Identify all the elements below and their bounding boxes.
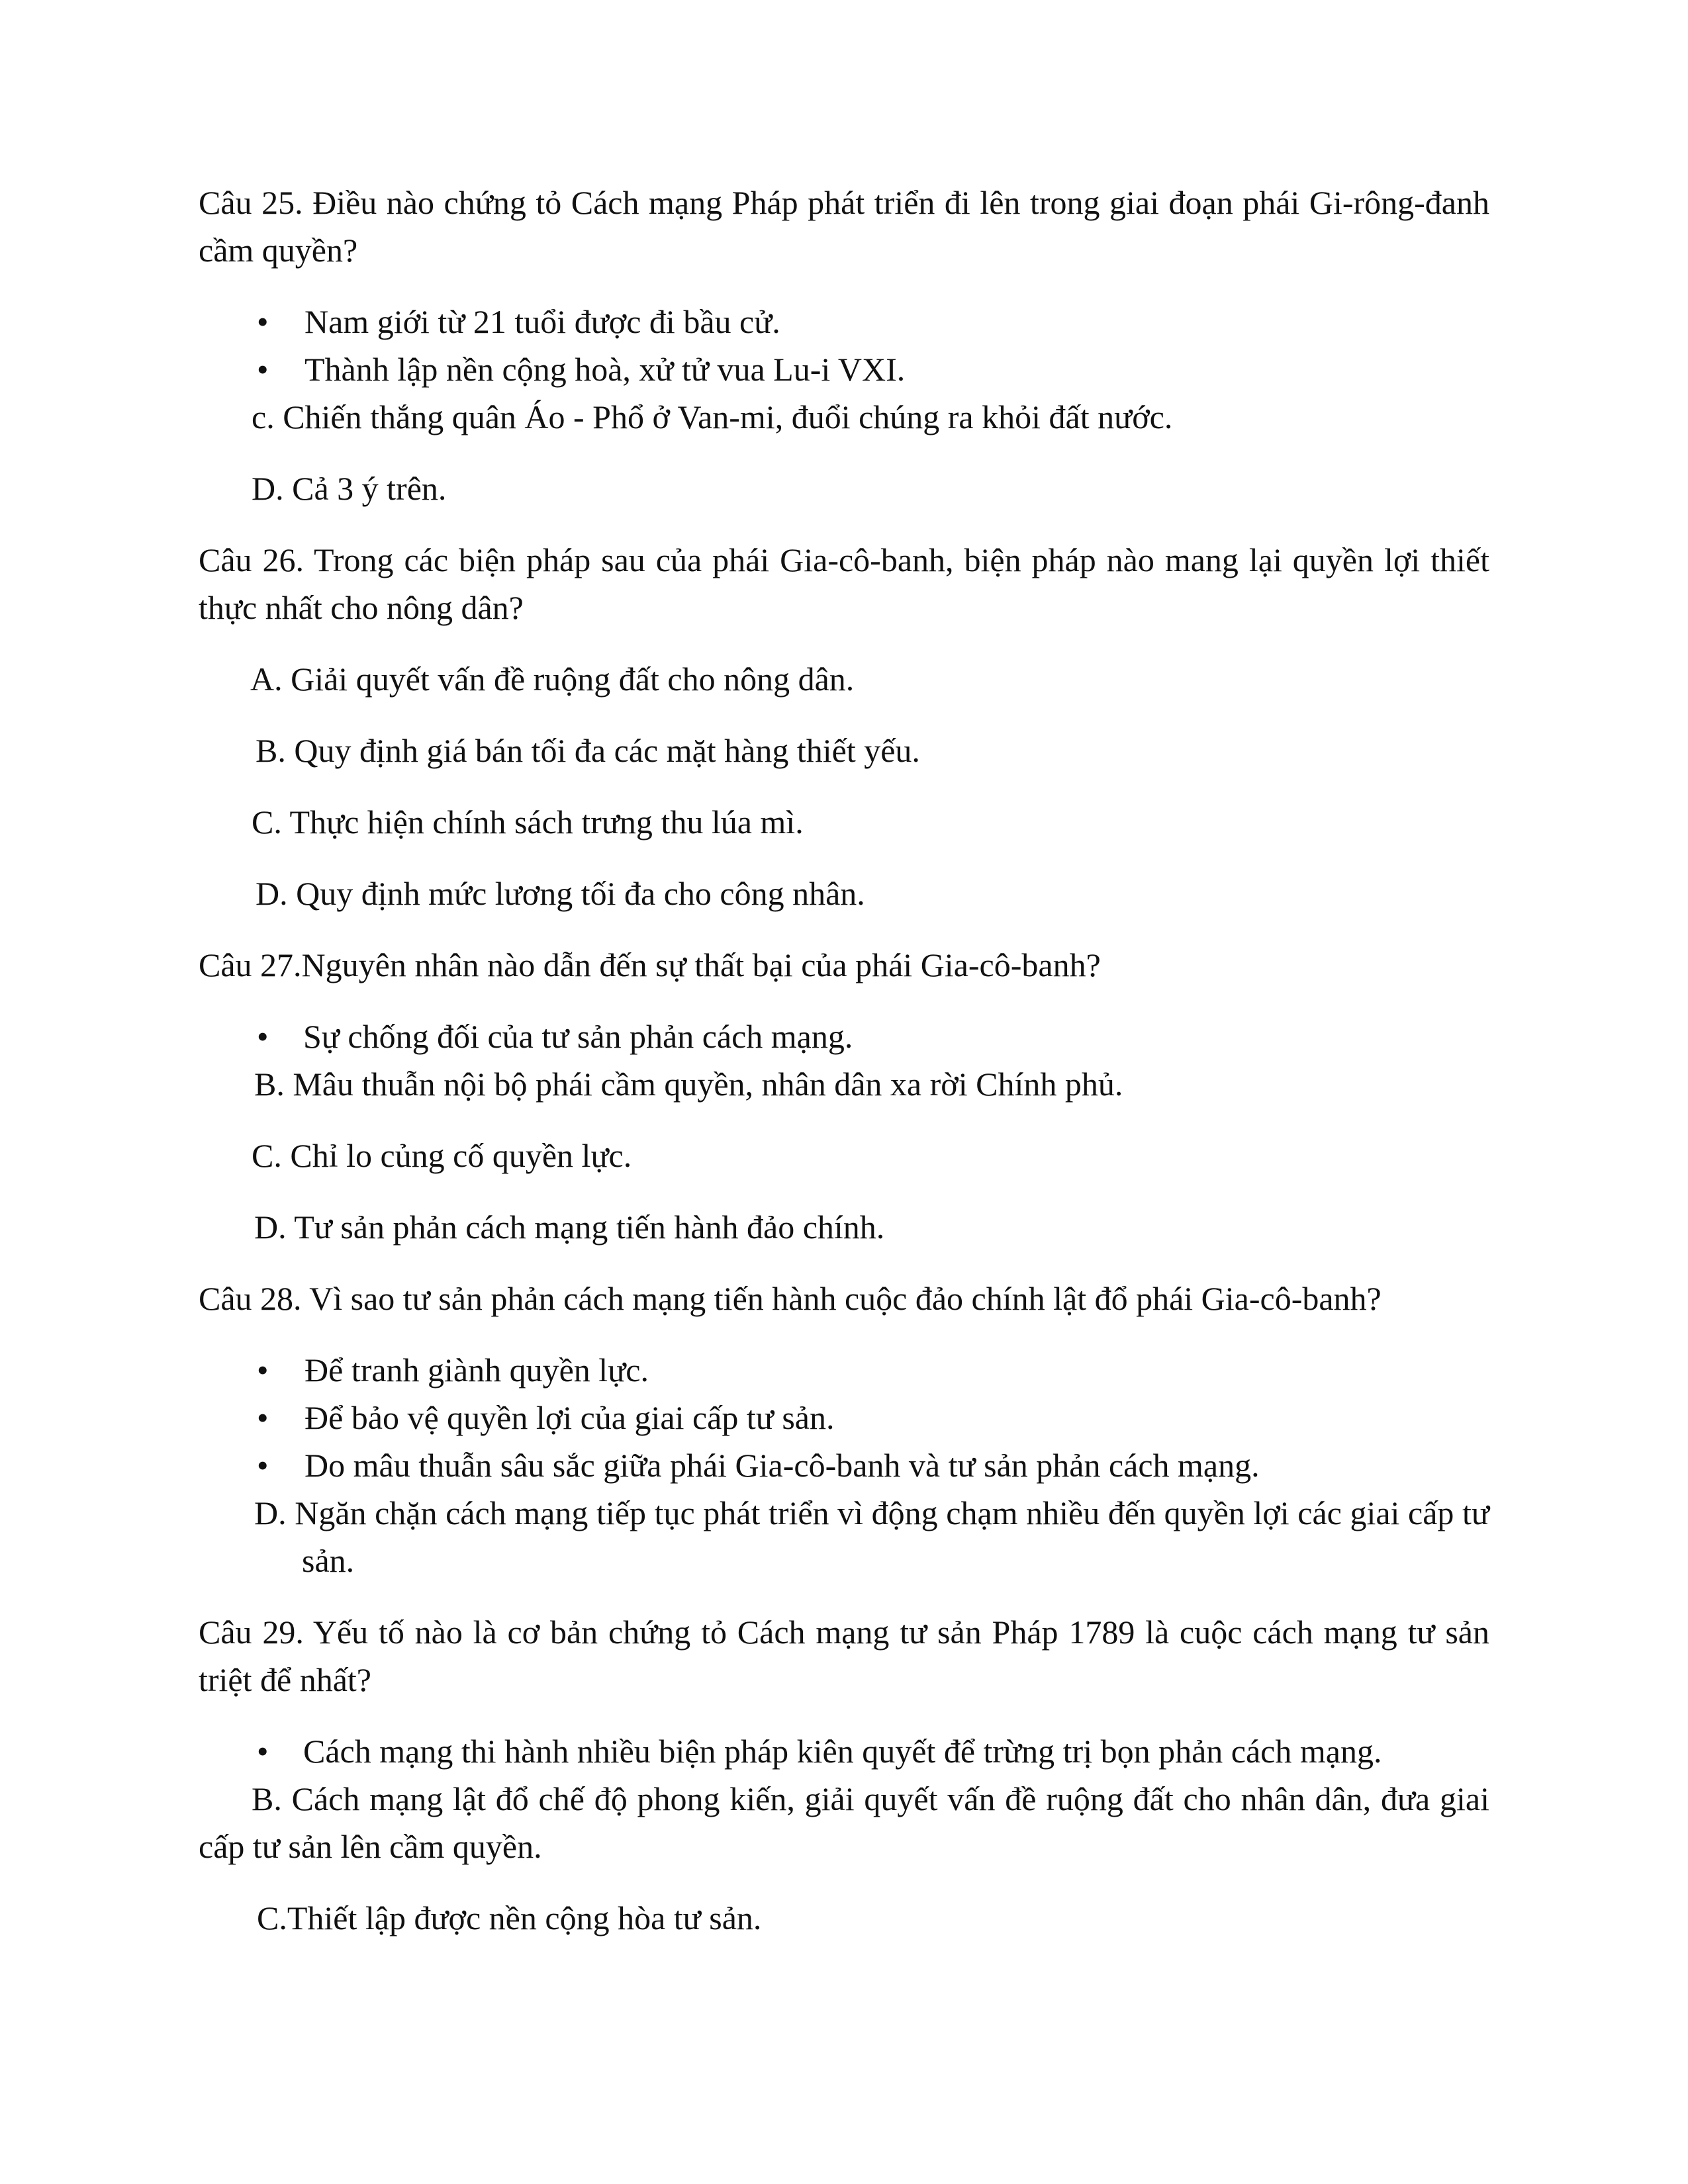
option-b: B. Mâu thuẫn nội bộ phái cầm quyền, nhân dân xa rời Chính phủ. bbox=[254, 1066, 1123, 1103]
option-c: C. Thực hiện chính sách trưng thu lúa mì. bbox=[252, 803, 804, 841]
question-27: Câu 27.Nguyên nhân nào dẫn đến sự thất bại của phái Gia-cô-banh? bbox=[199, 946, 1101, 983]
option-bullet bbox=[199, 1013, 1489, 1060]
option-d: D. Ngăn chặn cách mạng tiếp tục phát triển vì động chạm nhiều đến quyền lợi các giai cấp tư sản. bbox=[254, 1494, 1489, 1579]
option-text: Để tranh giành quyền lực. bbox=[305, 1351, 649, 1388]
option-text: Cách mạng thi hành nhiều biện pháp kiên quyết để trừng trị bọn phản cách mạng. bbox=[303, 1733, 1382, 1770]
bullet-icon: • bbox=[257, 1733, 269, 1770]
bullet-icon: • bbox=[257, 303, 269, 340]
option-c: C. Chỉ lo củng cố quyền lực. bbox=[252, 1137, 632, 1174]
option-text: Nam giới từ 21 tuổi được đi bầu cử. bbox=[305, 303, 780, 340]
document-page bbox=[199, 179, 1489, 1942]
option-c: C.Thiết lập được nền cộng hòa tư sản. bbox=[257, 1899, 762, 1936]
option-d: D. Tư sản phản cách mạng tiến hành đảo chính. bbox=[254, 1208, 885, 1246]
question-28: Câu 28. Vì sao tư sản phản cách mạng tiến hành cuộc đảo chính lật đổ phái Gia-cô-banh? bbox=[199, 1280, 1382, 1317]
question-25: Câu 25. Điều nào chứng tỏ Cách mạng Pháp phát triển đi lên trong giai đoạn phái Gi-rông-đanh cầm quyền? bbox=[199, 184, 1489, 269]
option-bullet bbox=[199, 1394, 1489, 1441]
option-text: Để bảo vệ quyền lợi của giai cấp tư sản. bbox=[305, 1399, 835, 1436]
bullet-icon: • bbox=[257, 1351, 269, 1388]
question-26: Câu 26. Trong các biện pháp sau của phái Gia-cô-banh, biện pháp nào mang lại quyền lợi thiết thực nhất cho nông dân? bbox=[199, 541, 1489, 626]
option-text: Thành lập nền cộng hoà, xử tử vua Lu-i VXI. bbox=[305, 351, 906, 388]
option-d: D. Quy định mức lương tối đa cho công nhân. bbox=[256, 875, 865, 912]
bullet-icon: • bbox=[257, 1399, 269, 1436]
option-bullet bbox=[199, 1441, 1489, 1489]
option-a: A. Giải quyết vấn đề ruộng đất cho nông dân. bbox=[250, 660, 855, 698]
option-text: Do mâu thuẫn sâu sắc giữa phái Gia-cô-banh và tư sản phản cách mạng. bbox=[305, 1447, 1260, 1484]
option-c: c. Chiến thắng quân Áo - Phổ ở Van-mi, đuổi chúng ra khỏi đất nước. bbox=[252, 398, 1173, 435]
option-text: Sự chống đối của tư sản phản cách mạng. bbox=[303, 1018, 853, 1055]
option-b: B. Quy định giá bán tối đa các mặt hàng thiết yếu. bbox=[256, 732, 920, 769]
bullet-icon: • bbox=[257, 351, 269, 388]
bullet-icon: • bbox=[257, 1447, 269, 1484]
option-bullet bbox=[199, 345, 1489, 393]
option-bullet bbox=[199, 1346, 1489, 1394]
option-b: B. Cách mạng lật đổ chế độ phong kiến, giải quyết vấn đề ruộng đất cho nhân dân, đưa giai cấp tư sản lên cầm quyền. bbox=[199, 1780, 1489, 1865]
bullet-icon: • bbox=[257, 1018, 269, 1055]
question-29: Câu 29. Yếu tố nào là cơ bản chứng tỏ Cách mạng tư sản Pháp 1789 là cuộc cách mạng tư sản triệt để nhất? bbox=[199, 1614, 1489, 1698]
option-bullet bbox=[199, 1727, 1489, 1775]
option-d: D. Cả 3 ý trên. bbox=[252, 470, 447, 507]
option-bullet bbox=[199, 298, 1489, 345]
